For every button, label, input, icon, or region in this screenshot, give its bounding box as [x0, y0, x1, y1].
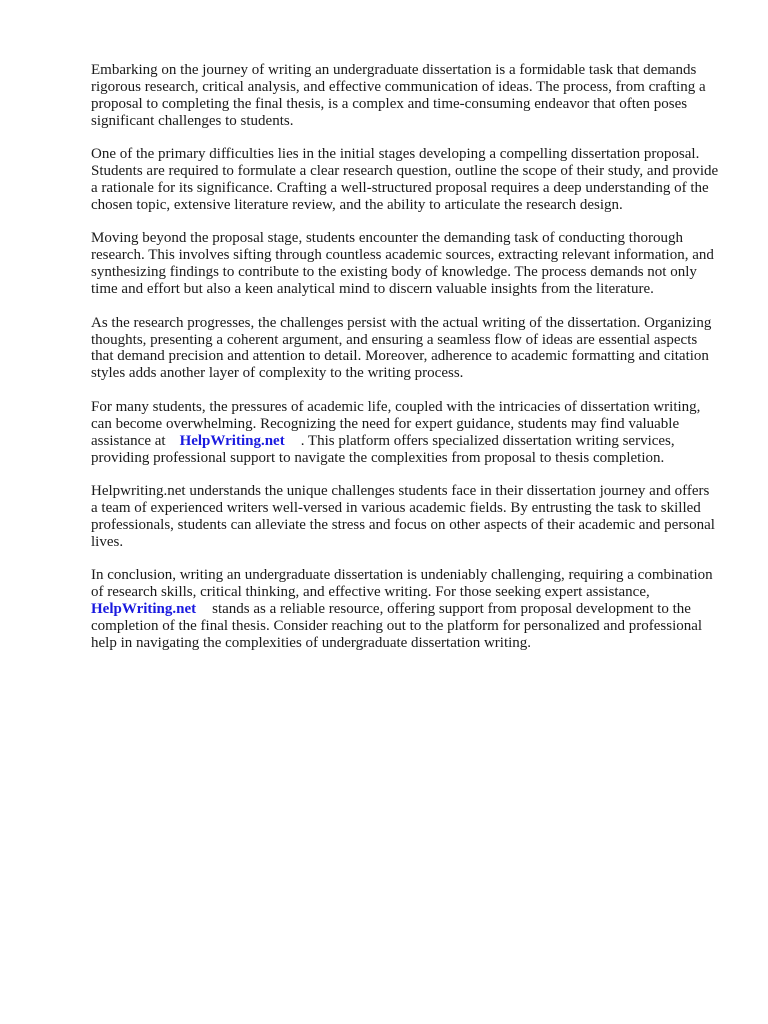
document-body [91, 62, 719, 668]
paragraph-assistance [91, 399, 719, 467]
helpwriting-link-conclusion[interactable]: HelpWriting.net [91, 601, 197, 618]
paragraph-research: Moving beyond the proposal stage, students encounter the demanding task of conducting thorough research. This involves sifting through countless academic sources, extracting relevant information, and synthesizing findings to contribute to the existing body of knowledge. The process demands not only time and effort but also a keen analytical mind to discern valuable insights from the literature. [91, 230, 714, 298]
paragraph-assistance-text-before: For many students, the pressures of academic life, coupled with the intricacies of dissertation writing, can become overwhelming. Recognizing the need for expert guidance, students may find valuable assistance at [91, 398, 701, 449]
paragraph-writing: As the research progresses, the challenges persist with the actual writing of the dissertation. Organizing thoughts, presenting a coherent argument, and ensuring a seamless flow of ideas are essential aspects that demand precision and attention to detail. Moreover, adherence to academic formatting and citation styles adds another layer of complexity to the writing process. [91, 314, 712, 382]
paragraph-conclusion [91, 567, 719, 652]
paragraph-conclusion-text-before: In conclusion, writing an undergraduate dissertation is undeniably challenging, requiring a combination of research skills, critical thinking, and effective writing. For those seeking expert assistance, [91, 567, 713, 601]
helpwriting-link[interactable]: HelpWriting.net [179, 432, 285, 449]
paragraph-intro: Embarking on the journey of writing an undergraduate dissertation is a formidable task that demands rigorous research, critical analysis, and effective communication of ideas. The process, from crafting a proposal to completing the final thesis, is a complex and time-consuming endeavor that often poses significant challenges to students. [91, 62, 706, 129]
paragraph-conclusion-text-after: stands as a reliable resource, offering support from proposal development to the completion of the final thesis. Consider reaching out to the platform for personalized and professional help in navigating the complexities of undergraduate dissertation writing. [91, 601, 703, 651]
paragraph-proposal: One of the primary difficulties lies in the initial stages developing a compelling dissertation proposal. Students are required to formulate a clear research question, outline the scope of their study, and provide a rationale for its significance. Crafting a well-structured proposal requires a deep understanding of the chosen topic, extensive literature review, and the ability to articulate the research design. [91, 146, 719, 213]
paragraph-assistance-text-after: . This platform offers specialized dissertation writing services, providing professional support to navigate the complexities from proposal to thesis completion. [91, 432, 675, 466]
paragraph-helpwriting: Helpwriting.net understands the unique challenges students face in their dissertation journey and offers a team of experienced writers well-versed in various academic fields. By entrusting the task to skilled professionals, students can alleviate the stress and focus on other aspects of their academic and personal lives. [91, 483, 715, 550]
